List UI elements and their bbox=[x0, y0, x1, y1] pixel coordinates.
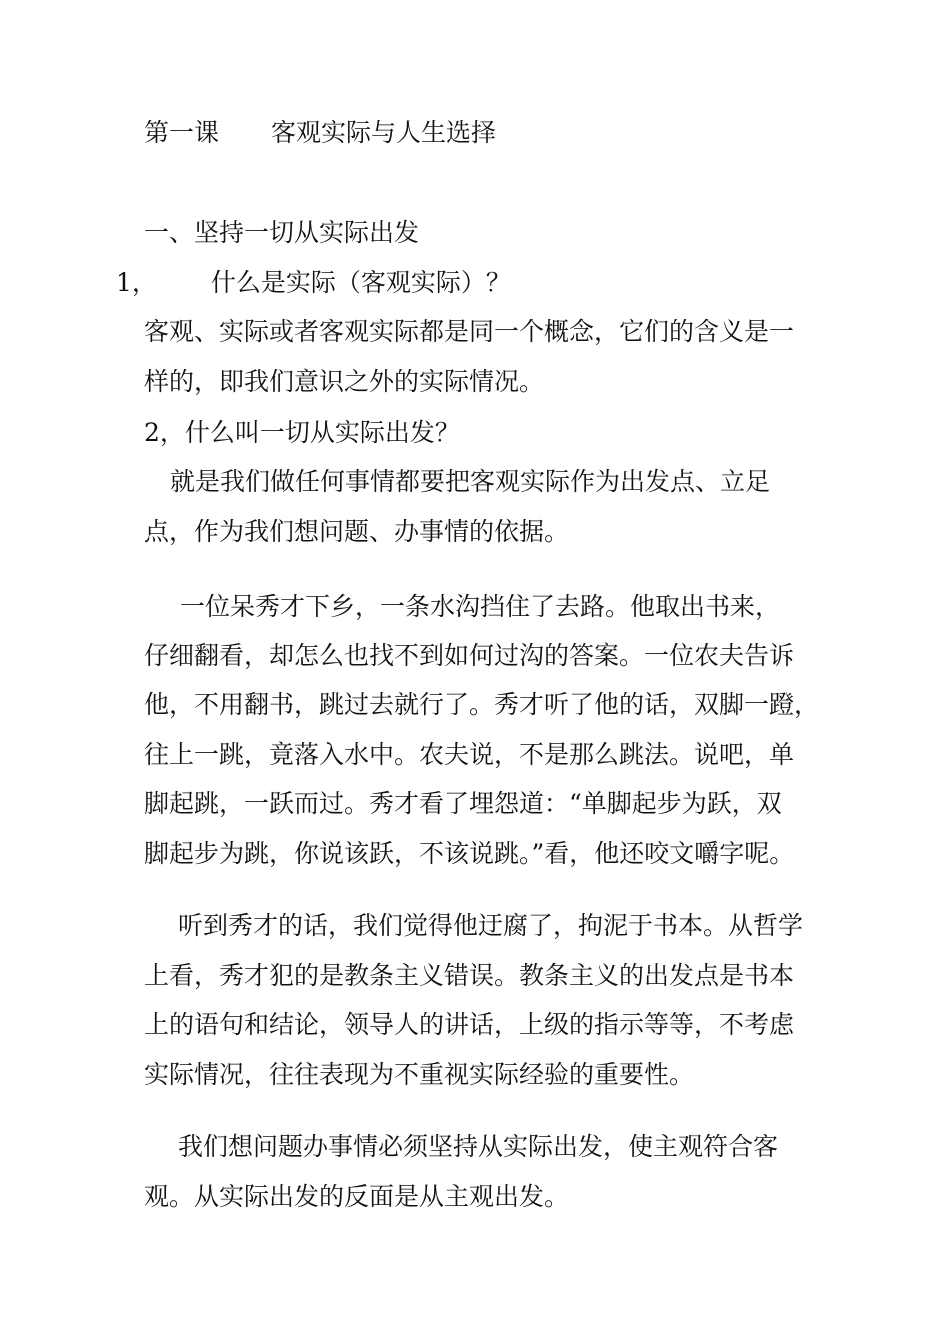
lesson-title bbox=[144, 118, 496, 148]
lesson-number: 第一课 bbox=[144, 118, 220, 147]
answer-1-line-2: 样的，即我们意识之外的实际情况。 bbox=[144, 367, 545, 396]
story-line-2: 仔细翻看，却怎么也找不到如何过沟的答案。一位农夫告诉 bbox=[144, 641, 795, 670]
conclusion-line-1: 我们想问题办事情必须坚持从实际出发，使主观符合客 bbox=[178, 1132, 779, 1161]
story-line-4: 往上一跳，竟落入水中。农夫说，不是那么跳法。说吧，单 bbox=[144, 740, 795, 769]
analysis-line-4: 实际情况，往往表现为不重视实际经验的重要性。 bbox=[144, 1060, 695, 1089]
lesson-name: 客观实际与人生选择 bbox=[271, 118, 497, 147]
story-line-3: 他，不用翻书，跳过去就行了。秀才听了他的话，双脚一蹬， bbox=[144, 690, 820, 719]
analysis-line-3: 上的语句和结论，领导人的讲话，上级的指示等等，不考虑 bbox=[144, 1010, 795, 1039]
story-line-6: 脚起步为跳，你说该跃，不该说跳。”看，他还咬文嚼字呢。 bbox=[144, 839, 795, 868]
question-2: 2，什么叫一切从实际出发？ bbox=[144, 418, 460, 447]
question-1-number: 1， bbox=[116, 268, 157, 297]
question-1 bbox=[116, 268, 511, 298]
analysis-line-2: 上看，秀才犯的是教条主义错误。教条主义的出发点是书本 bbox=[144, 961, 795, 990]
answer-1-line-1: 客观、实际或者客观实际都是同一个概念，它们的含义是一 bbox=[144, 317, 795, 346]
question-1-text: 什么是实际（客观实际）？ bbox=[210, 268, 511, 297]
story-line-5: 脚起跳，一跃而过。秀才看了埋怨道：“单脚起步为跃，双 bbox=[144, 789, 782, 818]
story-line-1: 一位呆秀才下乡，一条水沟挡住了去路。他取出书来， bbox=[180, 592, 781, 621]
answer-2-line-2: 点，作为我们想问题、办事情的依据。 bbox=[144, 517, 570, 546]
conclusion-line-2: 观。从实际出发的反面是从主观出发。 bbox=[144, 1182, 570, 1211]
answer-2-line-1: 就是我们做任何事情都要把客观实际作为出发点、立足 bbox=[170, 467, 771, 496]
analysis-line-1: 听到秀才的话，我们觉得他迂腐了，拘泥于书本。从哲学 bbox=[178, 911, 804, 940]
section-heading: 一、坚持一切从实际出发 bbox=[144, 218, 420, 247]
